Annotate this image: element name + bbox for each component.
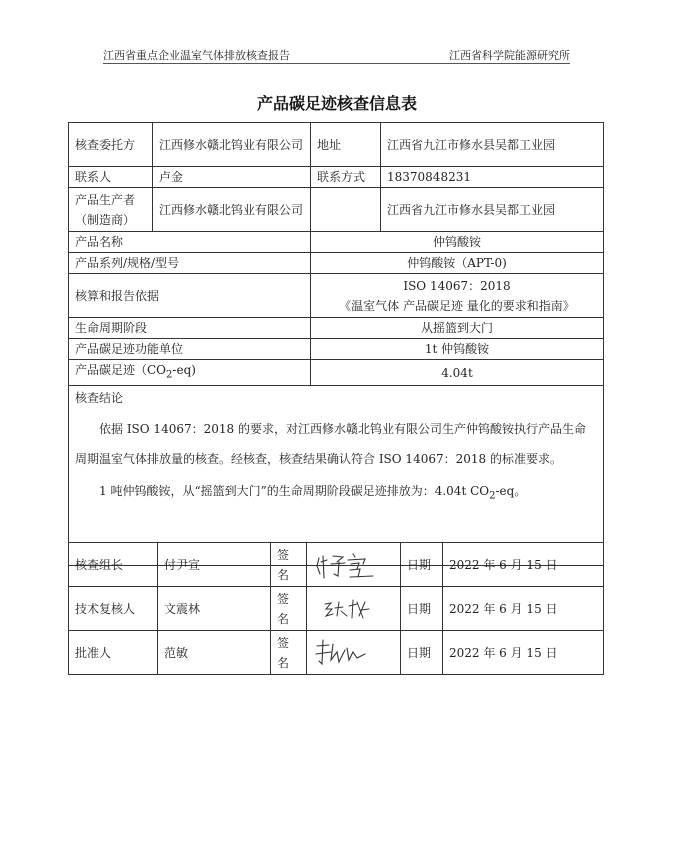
handwritten-signature-icon (313, 636, 383, 670)
address-label: 地址 (311, 123, 381, 167)
signature-label: 签名 (271, 543, 307, 587)
phone-value: 18370848231 (381, 167, 604, 188)
table-row (69, 318, 604, 339)
producer-label: 产品生产者（制造商） (69, 188, 153, 232)
result-subscript: 2 (489, 490, 496, 502)
producer-address-value: 江西省九江市修水县吴都工业园 (381, 188, 604, 232)
product-name-label: 产品名称 (69, 232, 311, 253)
table-row (69, 587, 604, 631)
product-name-value: 仲钨酸铵 (311, 232, 604, 253)
table-row (69, 360, 604, 386)
date-label: 日期 (401, 631, 443, 675)
unit-label: 产品碳足迹功能单位 (69, 339, 311, 360)
signature-label: 签名 (271, 631, 307, 675)
table-row (69, 543, 604, 587)
header-report-title: 江西省重点企业温室气体排放核查报告 (103, 49, 290, 62)
signoff-role: 批准人 (69, 631, 158, 675)
conclusion-label: 核查结论 (75, 391, 124, 406)
signoff-date: 2022 年 6 月 15 日 (443, 587, 604, 631)
basis-guide: 《温室气体 产品碳足迹 量化的要求和指南》 (339, 298, 575, 313)
table-row (69, 339, 604, 360)
basis-standard: ISO 14067：2018 (403, 278, 511, 293)
result-suffix: -eq。 (495, 484, 527, 499)
signoff-role: 核查组长 (69, 543, 158, 587)
page-title: 产品碳足迹核查信息表 (256, 94, 417, 113)
contact-value: 卢金 (153, 167, 311, 188)
conclusion-cell (69, 386, 604, 566)
signoff-role: 技术复核人 (69, 587, 158, 631)
conclusion-paragraph: 依据 ISO 14067：2018 的要求，对江西修水赣北钨业有限公司生产仲钨酸铵执行产品生命周期温室气体排放量的核查。经核查，核查结果确认符合 ISO 14067：2018 的标准要求。 (75, 422, 586, 467)
carbon-footprint-value: 4.04t (311, 360, 604, 386)
handwritten-signature-icon (313, 548, 383, 582)
unit-value: 1t 仲钨酸铵 (311, 339, 604, 360)
basis-value (311, 274, 604, 318)
table-row (69, 188, 604, 232)
basis-label: 核算和报告依据 (69, 274, 311, 318)
cf-label-text: 产品碳足迹（CO (75, 363, 167, 377)
phone-label: 联系方式 (311, 167, 381, 188)
series-value: 仲钨酸铵（APT-0) (311, 253, 604, 274)
info-table (68, 122, 604, 566)
table-row (69, 386, 604, 566)
date-label: 日期 (401, 587, 443, 631)
header-institute: 江西省科学院能源研究所 (449, 49, 570, 62)
cf-label-suffix: -eq) (172, 363, 196, 377)
conclusion-result (75, 476, 597, 511)
handwritten-signature-icon (313, 592, 383, 626)
table-row (69, 232, 604, 253)
table-row (69, 123, 604, 167)
client-label: 核查委托方 (69, 123, 153, 167)
date-label: 日期 (401, 543, 443, 587)
address-value: 江西省九江市修水县吴都工业园 (381, 123, 604, 167)
contact-label: 联系人 (69, 167, 153, 188)
carbon-footprint-label (69, 360, 311, 386)
lifecycle-value: 从摇篮到大门 (311, 318, 604, 339)
table-row (69, 631, 604, 675)
cf-label-subscript: 2 (166, 369, 173, 381)
signature-image (307, 543, 401, 587)
signature-image (307, 631, 401, 675)
producer-value: 江西修水赣北钨业有限公司 (153, 188, 311, 232)
signoff-name: 文震林 (158, 587, 271, 631)
series-label: 产品系列/规格/型号 (69, 253, 311, 274)
client-value: 江西修水赣北钨业有限公司 (153, 123, 311, 167)
table-row (69, 253, 604, 274)
signoff-table (68, 542, 604, 675)
signoff-name: 付尹宣 (158, 543, 271, 587)
signoff-date: 2022 年 6 月 15 日 (443, 631, 604, 675)
table-row (69, 167, 604, 188)
result-text: 1 吨仲钨酸铵，从“摇篮到大门”的生命周期阶段碳足迹排放为：4.04t CO (99, 484, 490, 499)
lifecycle-label: 生命周期阶段 (69, 318, 311, 339)
signoff-name: 范敏 (158, 631, 271, 675)
signature-label: 签名 (271, 587, 307, 631)
signoff-date: 2022 年 6 月 15 日 (443, 543, 604, 587)
table-row (69, 274, 604, 318)
producer-address-blank (311, 188, 381, 232)
page-header (103, 45, 570, 64)
signature-image (307, 587, 401, 631)
